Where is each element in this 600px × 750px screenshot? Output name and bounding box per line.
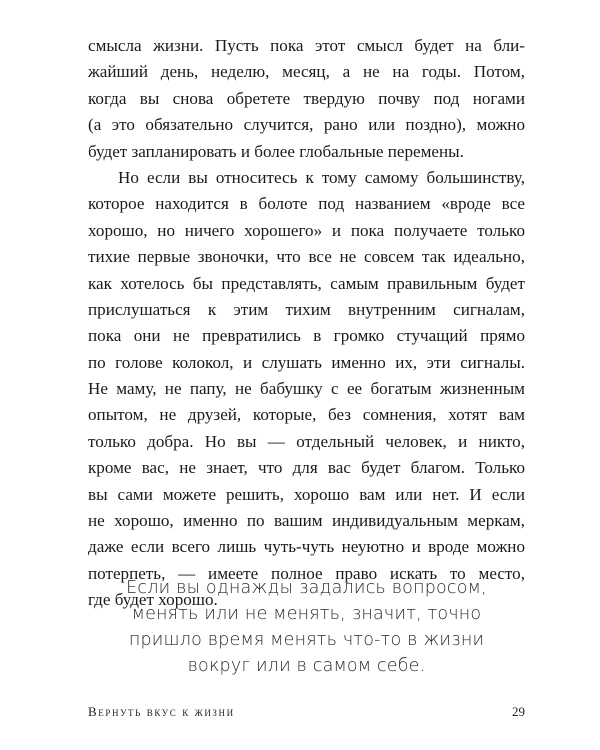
text-line: только добра. Но вы — отдельный человек, и никто, bbox=[88, 431, 525, 451]
text-line: жайший день, неделю, месяц, а не на годы. Потом, bbox=[88, 62, 525, 82]
pull-quote-line: вокруг или в самом себе. bbox=[187, 656, 426, 676]
text-line: как хотелось бы представлять, самым правильным будет bbox=[88, 273, 525, 293]
text-line: когда вы снова обретете твердую почву под ногами bbox=[88, 88, 525, 108]
text-line: по голове колокол, и слушать именно их, эти сигналы. bbox=[88, 352, 525, 372]
text-line: тихие первые звоночки, что все не совсем так идеально, bbox=[88, 247, 525, 267]
pull-quote bbox=[88, 575, 525, 679]
pull-quote-line: Если вы однажды задались вопросом, bbox=[126, 578, 487, 598]
body-text bbox=[88, 33, 525, 614]
text-line: кроме вас, не знает, что для вас будет благом. Только bbox=[88, 458, 525, 478]
text-line: где будет хорошо. bbox=[88, 590, 218, 610]
text-line: даже если всего лишь чуть-чуть неуютно и вроде можно bbox=[88, 537, 525, 557]
text-line: (а это обязательно случится, рано или поздно), можно bbox=[88, 115, 525, 135]
page-number: 29 bbox=[512, 704, 525, 719]
pull-quote-line: пришло время менять что-то в жизни bbox=[128, 630, 485, 650]
text-line: Не маму, не папу, не бабушку с ее богатым жизненным bbox=[88, 379, 525, 399]
text-line: вы сами можете решить, хорошо вам или нет. И если bbox=[88, 484, 525, 504]
running-footer-title: Вернуть вкус к жизни bbox=[88, 704, 235, 719]
text-line: смысла жизни. Пусть пока этот смысл будет на бли- bbox=[88, 36, 525, 55]
text-line: прислушаться к этим тихим внутренним сигналам, bbox=[88, 299, 525, 319]
text-line: опытом, не друзей, которые, без сомнения, хотят вам bbox=[88, 405, 525, 425]
text-line: хорошо, но ничего хорошего» и пока получаете только bbox=[88, 220, 525, 240]
pull-quote-line: менять или не менять, значит, точно bbox=[131, 604, 482, 624]
text-line-paragraph-start: Но если вы относитесь к тому самому большинству, bbox=[118, 167, 525, 187]
text-line: будет запланировать и более глобальные перемены. bbox=[88, 141, 464, 161]
text-line: не хорошо, именно по вашим индивидуальным меркам, bbox=[88, 511, 525, 531]
text-line: пока они не превратились в громко стучащий прямо bbox=[88, 326, 525, 346]
text-line: потерпеть, — имеете полное право искать то место, bbox=[88, 563, 525, 583]
text-line: которое находится в болоте под названием «вроде все bbox=[88, 194, 525, 214]
